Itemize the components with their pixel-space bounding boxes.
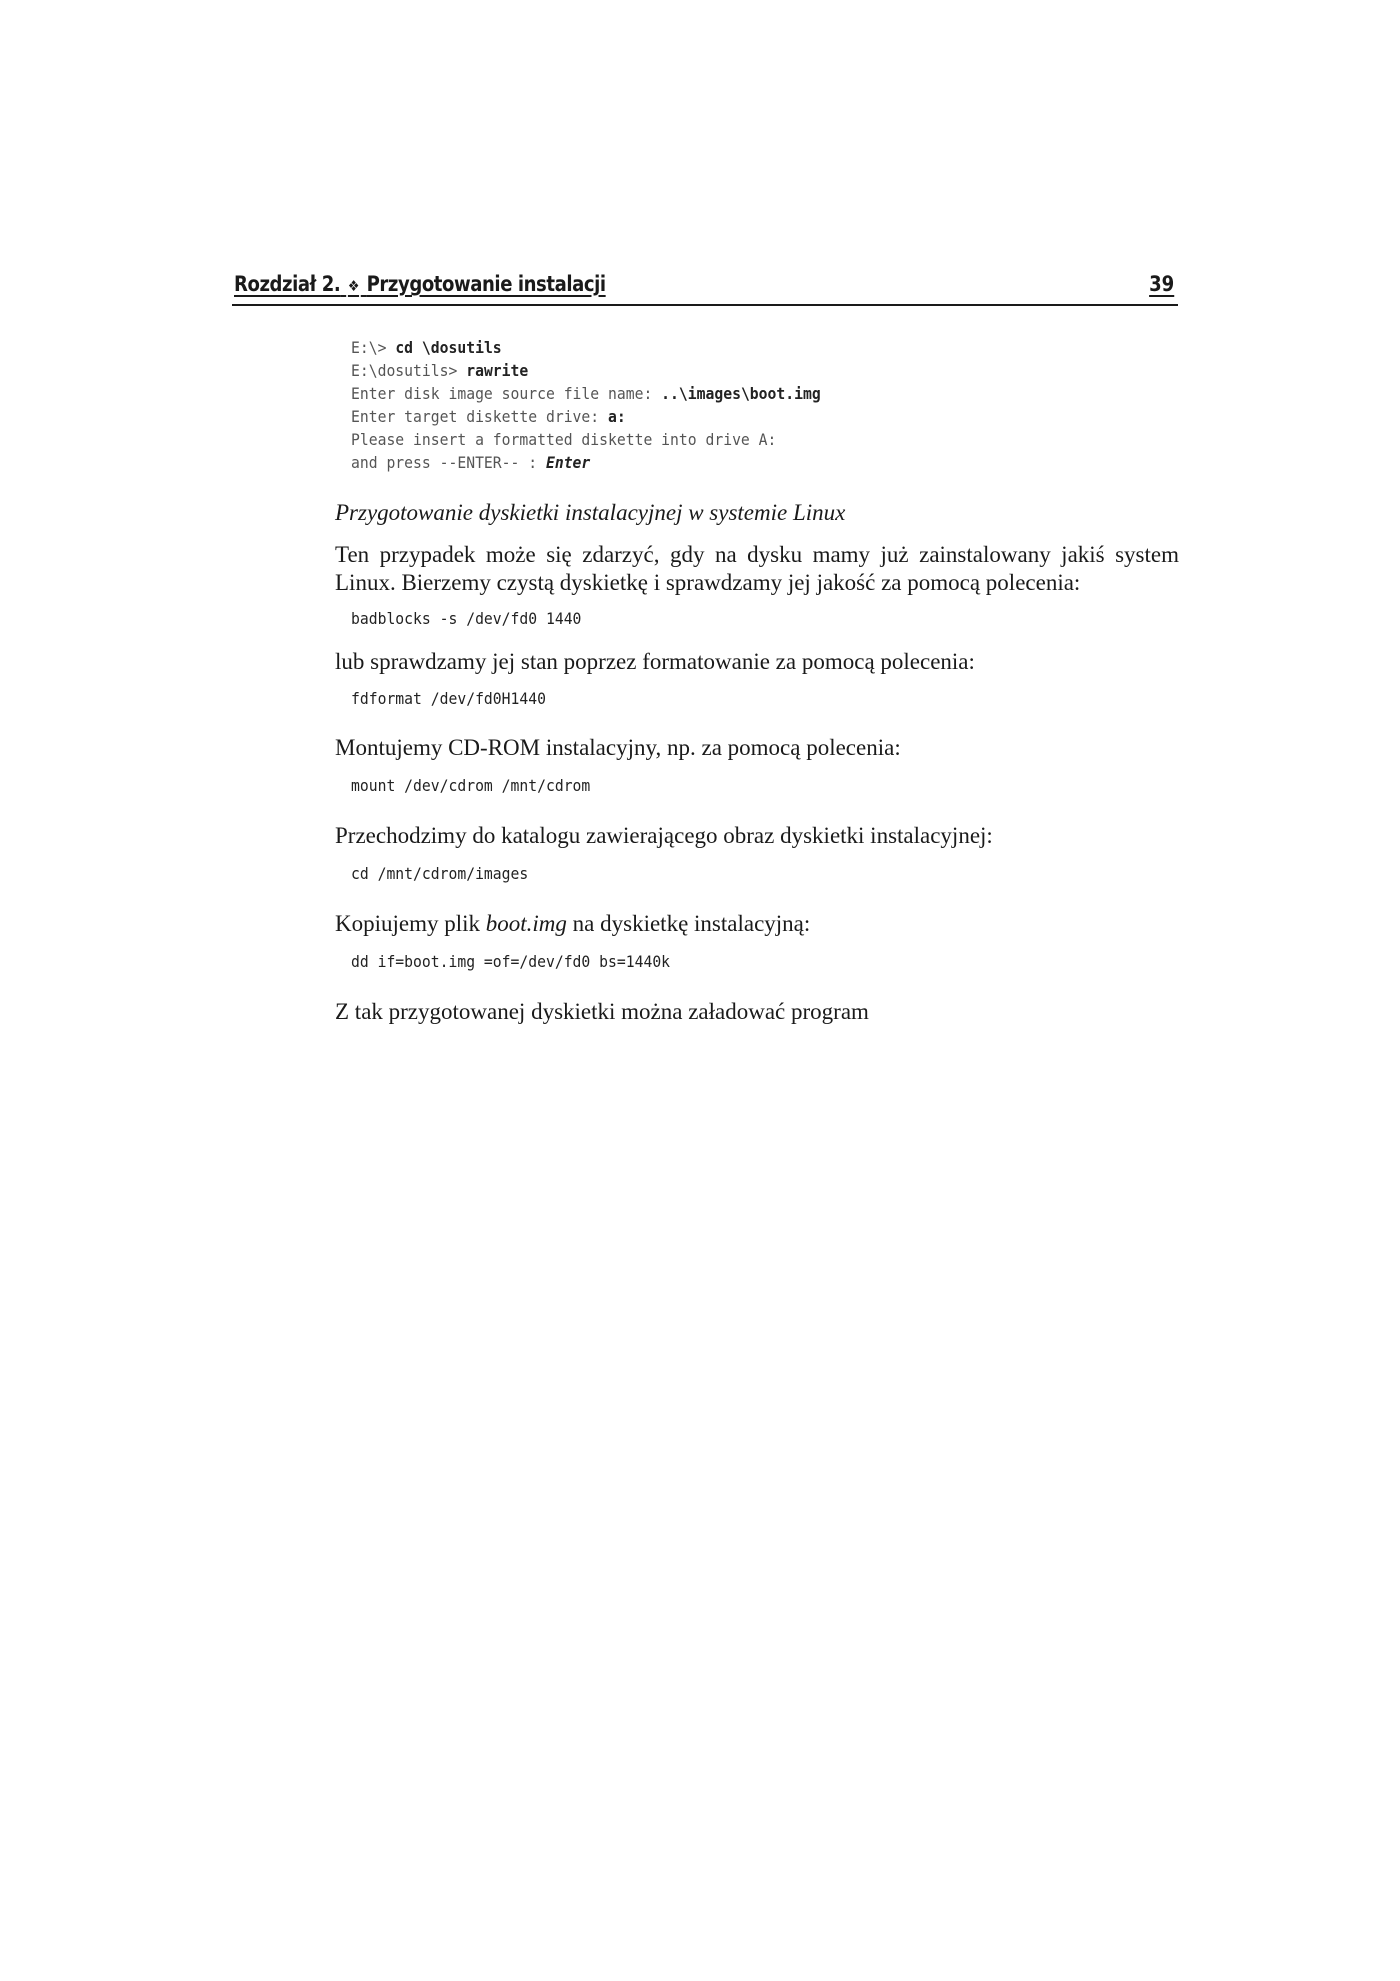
prompt: Enter target diskette drive:	[351, 407, 609, 426]
user-input: ..\images\boot.img	[661, 384, 821, 403]
chapter-title: Przygotowanie instalacji	[366, 272, 606, 296]
header-title	[234, 272, 606, 296]
paragraph: Z tak przygotowanej dyskietki można załadować program	[335, 999, 869, 1024]
chapter-label: Rozdział 2.	[234, 272, 341, 296]
terminal-line	[351, 405, 821, 428]
paragraph	[335, 910, 1179, 938]
text: Kopiujemy plik	[335, 911, 486, 936]
section-subheading: Przygotowanie dyskietki instalacyjnej w systemie Linux	[335, 500, 846, 525]
paragraph: lub sprawdzamy jej stan poprzez formatowanie za pomocą polecenia:	[335, 649, 975, 674]
terminal-line	[351, 451, 821, 474]
terminal-listing	[351, 336, 862, 474]
filename: boot.img	[485, 911, 567, 936]
command-line: cd /mnt/cdrom/images	[351, 864, 529, 883]
command: rawrite	[466, 361, 529, 380]
prompt: Enter disk image source file name:	[351, 384, 662, 403]
prompt: E:\>	[351, 338, 396, 357]
prompt: E:\dosutils>	[351, 361, 467, 380]
paragraph: Przechodzimy do katalogu zawierającego obraz dyskietki instalacyjnej:	[335, 823, 993, 848]
terminal-line	[351, 336, 821, 359]
command-line: mount /dev/cdrom /mnt/cdrom	[351, 776, 591, 795]
diamond-separator-icon: ❖	[347, 277, 360, 295]
paragraph: Ten przypadek może się zdarzyć, gdy na dysku mamy już zainstalowany jakiś system Linux. Bierzemy czystą dyskietkę i sprawdzamy jej jakość za pomocą polecenia:	[335, 542, 1179, 595]
page-number: 39	[1148, 272, 1174, 296]
paragraph: Montujemy CD-ROM instalacyjny, np. za pomocą polecenia:	[335, 735, 901, 760]
keypress: Enter	[545, 453, 591, 472]
command-line: badblocks -s /dev/fd0 1440	[351, 609, 582, 628]
command-line: fdformat /dev/fd0H1440	[351, 689, 546, 708]
prompt: and press --ENTER-- :	[351, 453, 546, 472]
terminal-line	[351, 428, 821, 451]
command-line: dd if=boot.img =of=/dev/fd0 bs=1440k	[351, 952, 671, 971]
output-text: Please insert a formatted diskette into drive A:	[351, 430, 777, 449]
text: na dyskietkę instalacyjną:	[566, 911, 811, 936]
command: cd \dosutils	[395, 338, 502, 357]
terminal-line	[351, 382, 821, 405]
running-header	[232, 268, 1178, 306]
user-input: a:	[608, 407, 626, 426]
terminal-line	[351, 359, 821, 382]
